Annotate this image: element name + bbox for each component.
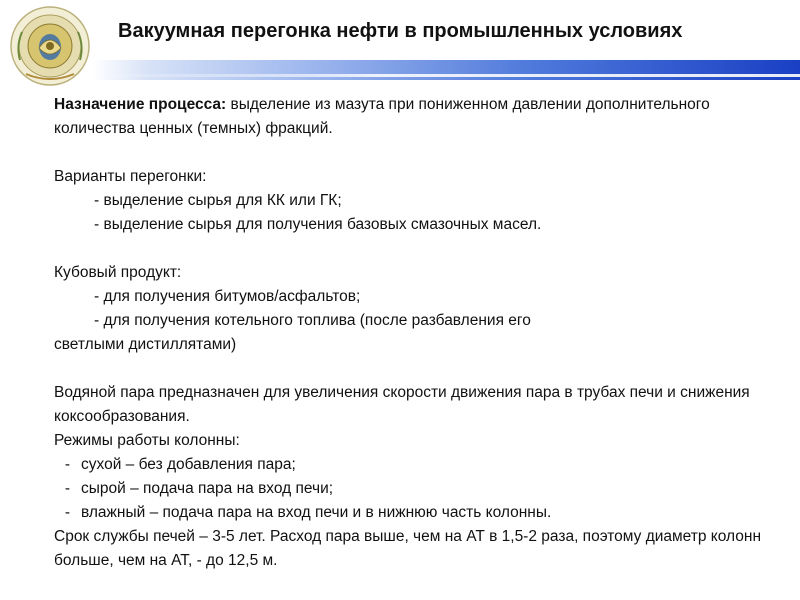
purpose-paragraph	[54, 93, 774, 141]
modes-heading: Режимы работы колонны:	[54, 432, 240, 449]
mode-item	[54, 453, 774, 477]
mode-text: влажный – подача пара на вход печи и в нижнюю часть колонны.	[81, 504, 552, 521]
bullet-dash: -	[64, 504, 71, 521]
bullet-dash: -	[64, 456, 71, 473]
service-paragraph: Срок службы печей – 3-5 лет. Расход пара выше, чем на АТ в 1,5-2 раза, поэтому диаметр колонн больше, чем на АТ, - до 12,5 м.	[54, 528, 761, 569]
mode-text: сырой – подача пара на вход печи;	[81, 480, 334, 497]
slide-body	[54, 93, 774, 573]
variant-item: - выделение сырья для КК или ГК;	[94, 192, 342, 209]
bottoms-item: - для получения битумов/асфальтов;	[94, 288, 361, 305]
header-gradient-bar	[92, 60, 800, 80]
purpose-text: выделение из мазута при пониженном давлении дополнительного количества ценных (темных) фракций.	[54, 96, 710, 137]
purpose-label: Назначение процесса:	[54, 96, 227, 113]
mode-item	[54, 477, 774, 501]
bottoms-heading: Кубовый продукт:	[54, 264, 182, 281]
variants-heading: Варианты перегонки:	[54, 168, 207, 185]
university-seal-logo	[6, 4, 94, 88]
mode-text: сухой – без добавления пара;	[81, 456, 296, 473]
bottoms-item-continuation: светлыми дистиллятами)	[54, 336, 237, 353]
mode-item	[54, 501, 774, 525]
steam-paragraph: Водяной пара предназначен для увеличения скорости движения пара в трубах печи и снижения коксообразования.	[54, 384, 750, 425]
bottoms-item: - для получения котельного топлива (после разбавления его	[94, 312, 531, 329]
page-title: Вакуумная перегонка нефти в промышленных условиях	[118, 20, 683, 42]
bullet-dash: -	[64, 480, 71, 497]
variant-item: - выделение сырья для получения базовых смазочных масел.	[94, 216, 542, 233]
